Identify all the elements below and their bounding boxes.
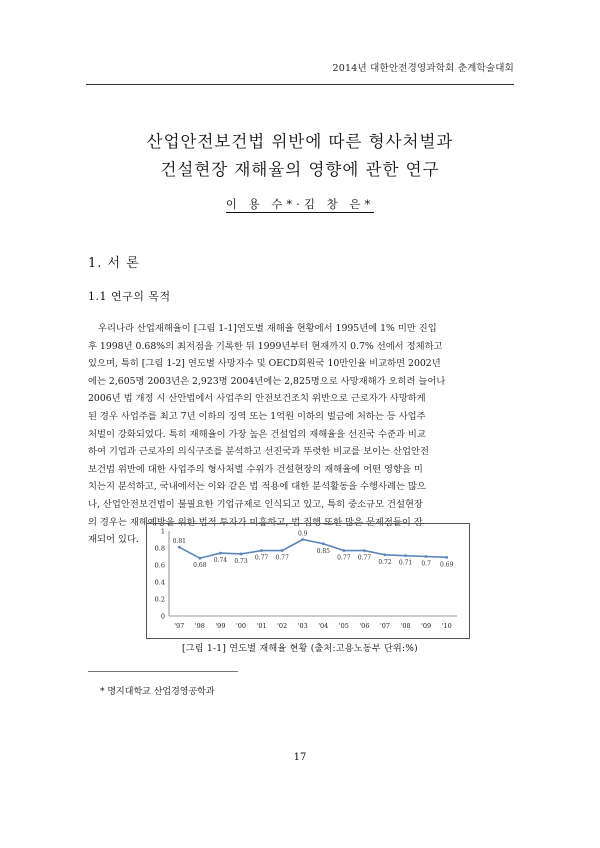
x-tick-label: '99 (215, 622, 226, 630)
body-line: 있으며, 특히 [그림 1-2] 연도별 사망자수 및 OECD회원국 10만인율 비교하면 2002년 (88, 358, 441, 370)
y-tick-label: 1 (160, 527, 165, 536)
data-label: 0.73 (234, 557, 248, 565)
data-point (363, 549, 366, 552)
data-label: 0.77 (275, 554, 289, 562)
y-tick-label: 0.6 (154, 561, 165, 570)
x-tick-label: '06 (359, 622, 370, 630)
data-label: 0.77 (254, 554, 269, 562)
footnote: * 명지대학교 산업경영공학과 (100, 687, 215, 697)
paper-title-line1: 산업안전보건법 위반에 따른 형사처벌과 (146, 132, 454, 151)
page-number: 17 (293, 752, 307, 763)
data-label: 0.69 (440, 561, 454, 569)
authors (0, 196, 600, 212)
data-point (425, 555, 428, 558)
body-line: 에는 2,605명 2003년은 2,923명 2004년에는 2,825명으로 사망재해가 오히려 늘어나 (88, 375, 446, 387)
data-point (240, 553, 243, 556)
data-point (178, 546, 181, 549)
data-label: 0.77 (337, 554, 351, 562)
x-tick-label: '04 (318, 622, 329, 630)
data-point (384, 553, 387, 556)
figure-caption: [그림 1-1] 연도별 재해율 현황 (출처:고용노동부 단위:%) (181, 644, 418, 654)
data-label: 0.9 (297, 530, 308, 538)
body-line: 우리나라 산업재해율이 [그림 1-1]연도별 재해율 현황에서 1995년에 1% 미만 진입 (98, 323, 437, 334)
data-point (404, 554, 407, 557)
x-tick-label: '09 (421, 622, 432, 630)
chart-canvas (147, 524, 469, 638)
body-line: 하여 기업과 근로자의 의식구조를 분석하고 선진국과 뚜렷한 비교를 보이는 산업안전 (88, 446, 429, 458)
data-point (445, 556, 448, 559)
x-tick-label: '02 (277, 622, 288, 630)
data-point (322, 542, 325, 545)
data-label: 0.71 (398, 559, 413, 567)
body-line: 2006년 법 개정 시 산안법에서 사업주의 안전보건조치 위반으로 근로자가 사망하게 (88, 393, 426, 405)
x-tick-label: '07 (379, 622, 391, 630)
data-label: 0.81 (172, 538, 186, 546)
y-tick-label: 0.8 (154, 544, 165, 553)
body-line: 보건법 위반에 대한 사업주의 형사처벌 수위가 건설현장의 재해율에 어떤 영향을 미 (88, 463, 423, 475)
body-line: 치는지 분석하고, 국내에서는 이와 같은 법 적용에 대한 분석활동을 수행사례는 많으 (88, 481, 426, 493)
x-tick-label: '98 (194, 622, 205, 630)
x-tick-label: '03 (297, 622, 308, 630)
subsection-heading: 1.1 연구의 목적 (88, 290, 171, 303)
line-chart (146, 523, 470, 639)
data-point (198, 557, 201, 560)
x-tick-label: '10 (441, 622, 452, 630)
x-tick-label: '01 (256, 622, 267, 630)
body-line: 나, 산업안전보건법이 불필요한 기업규제로 인식되고 있고, 특히 중소규모 건설현장 (88, 498, 423, 510)
x-tick-label: '00 (235, 622, 247, 630)
body-line: 재되어 있다. (88, 534, 139, 546)
data-point (219, 552, 222, 555)
body-paragraph (88, 320, 512, 549)
y-tick-label: 0.4 (154, 578, 165, 587)
data-label: 0.7 (421, 560, 431, 568)
data-label: 0.77 (357, 554, 372, 562)
author-names: 이 용 수*·김 창 은* (225, 197, 375, 211)
data-point (301, 538, 304, 541)
data-label: 0.74 (213, 557, 228, 565)
footnote-rule (88, 671, 238, 672)
body-line: 처벌이 강화되었다. 특히 재해율이 가장 높은 건설업의 재해율을 선진국 수준과 비교 (88, 428, 426, 440)
x-tick-label: '05 (338, 622, 349, 630)
header-rule (86, 84, 514, 85)
x-tick-label: '08 (400, 622, 411, 630)
data-label: 0.68 (193, 562, 207, 570)
body-line: 된 경우 사업주를 최고 7년 이하의 징역 또는 1억원 이하의 벌금에 처하는 등 사업주 (88, 410, 426, 422)
x-tick-label: '97 (174, 622, 185, 630)
y-tick-label: 0.2 (154, 595, 165, 604)
data-label: 0.72 (378, 558, 392, 566)
running-header: 2014년 대한안전경영과학회 춘계학술대회 (332, 63, 514, 74)
data-point (281, 549, 284, 552)
body-line: 의 경우는 재해예방을 위한 법적 투자가 미흡하고, 법 집행 또한 많은 문제점들이 잠 (88, 516, 423, 528)
paper-title-line2: 건설현장 재해율의 영향에 관한 연구 (160, 160, 440, 179)
data-point (260, 549, 263, 552)
y-tick-label: 0 (160, 612, 165, 621)
body-line: 후 1998년 0.68%의 최저점을 기록한 뒤 1999년부터 현재까지 0.7% 선에서 정체하고 (88, 340, 443, 352)
section-heading: 1. 서 론 (88, 256, 140, 271)
data-point (342, 549, 345, 552)
data-label: 0.85 (316, 547, 330, 555)
